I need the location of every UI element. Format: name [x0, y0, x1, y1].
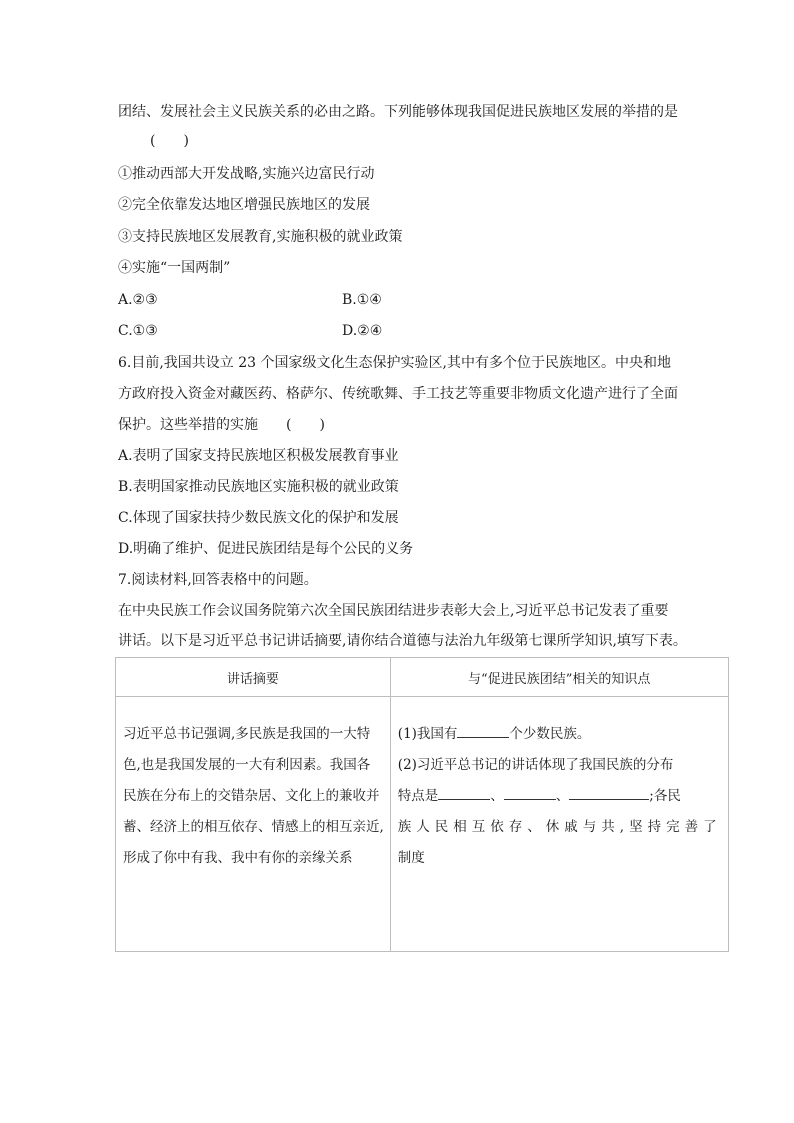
q5-option-a[interactable]: A.②③ [118, 292, 158, 308]
distribution-sep-1: 、 [490, 788, 504, 804]
q6-option-c[interactable]: C.体现了国家扶持少数民族文化的保护和发展 [118, 510, 399, 526]
knowledge-item-1-prefix: (1)我国有 [397, 726, 458, 742]
knowledge-points-cell [390, 697, 728, 952]
blank-distribution-3[interactable] [569, 785, 649, 800]
distribution-prefix: 特点是 [397, 788, 439, 804]
q6-option-b[interactable]: B.表明国家推动民族地区实施积极的就业政策 [118, 479, 399, 495]
blank-distribution-2[interactable] [504, 785, 556, 800]
q5-stem-line: 团结、发展社会主义民族关系的必由之路。下列能够体现我国促进民族地区发展的举措的是 [118, 104, 678, 120]
speech-summary-line: 形成了你中有我、我中有你的亲缘关系 [123, 850, 353, 866]
q5-statement-1: ①推动西部大开发战略,实施兴边富民行动 [118, 166, 375, 182]
q7-intro-line-2: 讲话。以下是习近平总书记讲话摘要,请你结合道德与法治九年级第七课所学知识,填写下表。 [118, 633, 687, 649]
distribution-suffix: ;各民 [649, 788, 681, 804]
knowledge-item-2-line-4: 制度 [397, 850, 425, 866]
q6-stem-line-1: 6.目前,我国共设立 23 个国家级文化生态保护实验区,其中有多个位于民族地区。中央和地 [118, 355, 671, 371]
q7-answer-table [115, 657, 729, 952]
knowledge-item-2-line-3-text: 族人民相互依存、休戚与共,坚持完善了 [397, 819, 722, 835]
knowledge-item-1-suffix: 个少数民族。 [509, 726, 591, 742]
table-header-summary: 讲话摘要 [116, 658, 391, 697]
q7-title: 7.阅读材料,回答表格中的问题。 [118, 572, 318, 588]
speech-summary-line: 习近平总书记强调,多民族是我国的一大特 [123, 726, 371, 742]
blank-distribution-1[interactable] [438, 785, 490, 800]
knowledge-item-1 [398, 719, 722, 750]
q5-statement-2: ②完全依靠发达地区增强民族地区的发展 [118, 197, 370, 213]
knowledge-item-2-line-3 [398, 812, 722, 843]
q6-option-d[interactable]: D.明确了维护、促进民族团结是每个公民的义务 [118, 541, 414, 557]
q5-options-row-1 [118, 290, 158, 310]
q6-stem-line-2: 方政府投入资金对藏医药、格萨尔、传统歌舞、手工技艺等重要非物质文化遗产进行了全面 [118, 386, 678, 402]
table-header-row [116, 658, 729, 697]
speech-summary-line: 蓄、经济上的相互依存、情感上的相互亲近, [123, 819, 384, 835]
q5-option-c[interactable]: C.①③ [118, 323, 158, 339]
speech-summary-cell [116, 697, 391, 952]
q5-statement-3: ③支持民族地区发展教育,实施积极的就业政策 [118, 229, 403, 245]
table-header-knowledge: 与“促进民族团结”相关的知识点 [390, 658, 728, 697]
blank-ethnic-count[interactable] [457, 723, 509, 738]
q5-statement-4: ④实施“一国两制” [118, 260, 231, 276]
q6-stem-line-3: 保护。这些举措的实施 ( ) [118, 417, 325, 433]
table-row [116, 697, 729, 952]
knowledge-item-2-line-1: (2)习近平总书记的讲话体现了我国民族的分布 [397, 757, 674, 773]
distribution-sep-2: 、 [555, 788, 570, 804]
q5-option-d[interactable]: D.②④ [342, 323, 383, 339]
q6-option-a[interactable]: A.表明了国家支持民族地区积极发展教育事业 [118, 448, 399, 464]
speech-summary-line: 色,也是我国发展的一大有利因素。我国各 [123, 757, 371, 773]
q7-intro-line-1: 在中央民族工作会议国务院第六次全国民族团结进步表彰大会上,习近平总书记发表了重要 [118, 603, 669, 619]
q5-answer-paren: ( ) [150, 133, 189, 149]
knowledge-item-2-line-2 [398, 781, 722, 812]
speech-summary-line: 民族在分布上的交错杂居、文化上的兼收并 [123, 788, 380, 804]
q5-option-b[interactable]: B.①④ [342, 292, 382, 308]
